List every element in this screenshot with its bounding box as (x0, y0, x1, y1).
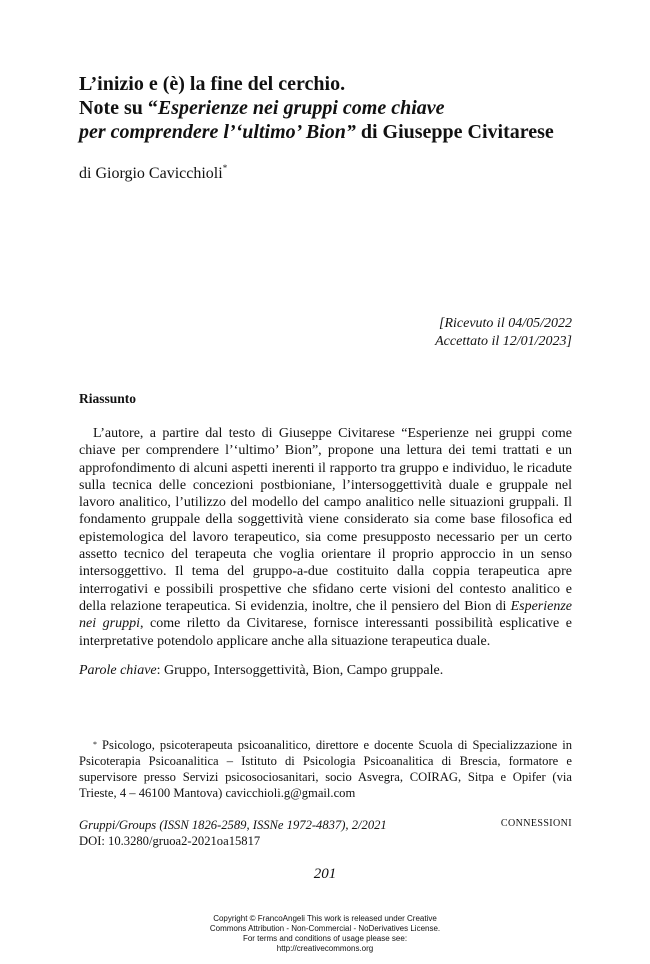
title-line-1: L’inizio e (è) la fine del cerchio. (79, 73, 346, 95)
section-label: CONNESSIONI (500, 818, 572, 829)
title-line-2 (79, 96, 599, 120)
accepted-date: Accettato il 12/01/2023] (435, 334, 572, 349)
abstract-part-2: , come riletto da Civitarese, fornisce interessanti possibilità esplicative e interpretative potendolo applicare anche alla situazione terapeutica duale. (79, 616, 572, 649)
abstract-book-title: Esperienze nei gruppi (79, 598, 572, 632)
title-line-3-italic: per comprendere l’‘ultimo’ Bion” (79, 121, 356, 143)
license-line-1: Copyright © FrancoAngeli This work is released under Creative (213, 914, 437, 923)
journal-doi: DOI: 10.3280/gruoa2-2021oa15817 (79, 834, 261, 848)
footnote-text: Psicologo, psicoterapeuta psicoanalitico, direttore e docente Scuola di Specializzazione in Psicoterapia Psicoanalitica – Istituto di Psicologia Psicoanalitica di Brescia, formatore e supervisore presso Servizi psicosociosanitari, socio Asvegra, COIRAG, Sitpa e Opifer (via Trieste, 4 – 46100 Mantova) cavicchioli.g@gmail.com (79, 738, 572, 800)
license-line-3: For terms and conditions of usage please see: (242, 934, 408, 943)
author-footnote-marker: * (222, 163, 228, 173)
received-date: [Ricevuto il 04/05/2022 (439, 316, 572, 331)
title-line-2-italic: Esperienze nei gruppi come chiave (157, 97, 445, 119)
keywords-label: Parole chiave (79, 663, 157, 678)
license-line-2: Commons Attribution - Non-Commercial - NoDerivatives License. (209, 924, 441, 933)
received-dates (435, 315, 572, 351)
keywords-values: : Gruppo, Intersoggettività, Bion, Campo gruppale. (156, 663, 444, 678)
author-name: di Giorgio Cavicchioli (79, 165, 223, 182)
title-line-3 (79, 120, 599, 144)
abstract-part-1: L’autore, a partire dal testo di Giuseppe Civitarese “Esperienze nei gruppi come chiave per comprendere l’‘ultimo’ Bion”, propone una lettura dei temi trattati e un approfondimento di alcuni aspetti inerenti il rapporto tra gruppo e individuo, le ricadute sulla tecnica delle concezioni postbioniane, l’intersoggettività duale e gruppale nel lavoro analitico, l’utilizzo del modello del campo analitico nelle situazioni gruppali. Il fondamento gruppale della soggettività viene considerato sia come base filosofica ed epistemologica del lavoro terapeutico, sia come presupposto necessario per un certo assetto tecnico del terapeuta che voglia orientare il proprio approccio in un senso intersoggettivo. Il tema del gruppo-a-due costituito dalla coppia terapeutica apre interrogativi e possibili prospettive che sfidano certe visioni del contesto analitico e della relazione terapeutica. Si evidenzia, inoltre, che il pensiero del Bion di (79, 426, 572, 614)
abstract-text (79, 425, 572, 650)
license-link[interactable]: http://creativecommons.org (276, 944, 374, 953)
page-number: 201 (313, 866, 337, 882)
author-footnote (79, 737, 572, 801)
author-line (79, 165, 227, 183)
journal-citation: Gruppi/Groups (ISSN 1826-2589, ISSNe 1972-4837), 2/2021 (79, 818, 387, 832)
journal-info (79, 817, 387, 849)
article-title (79, 72, 599, 144)
abstract-heading: Riassunto (79, 391, 137, 406)
title-line-3-suffix: di Giuseppe Civitarese (355, 121, 554, 143)
license-notice (0, 914, 650, 954)
keywords (79, 663, 443, 679)
title-line-2-prefix: Note su “ (79, 97, 158, 119)
footnote-marker: * (93, 740, 97, 749)
